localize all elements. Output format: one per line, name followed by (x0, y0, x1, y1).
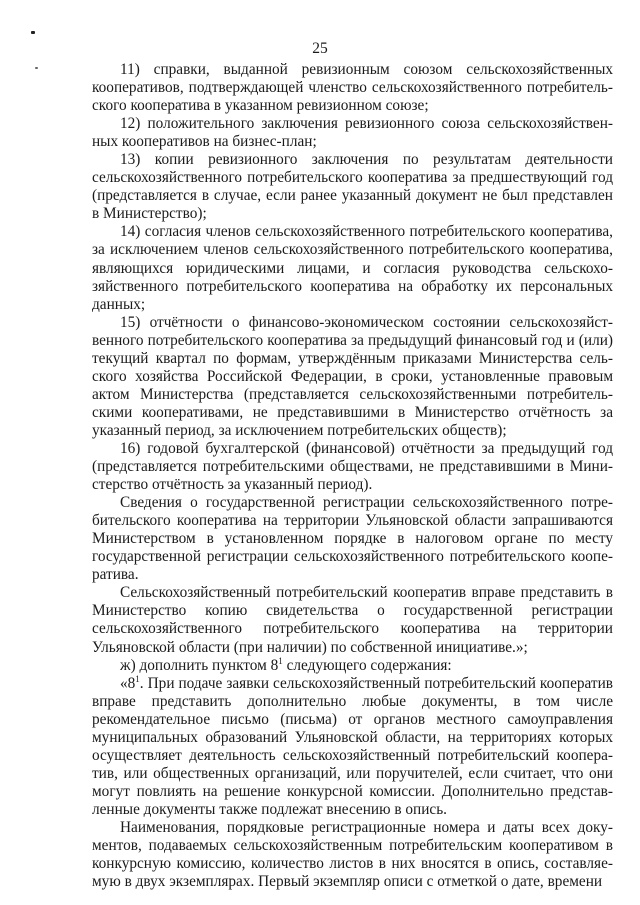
add-point-text: ж) дополнить пунктом 8 (120, 656, 279, 674)
scan-mark (31, 31, 35, 34)
add-point-paragraph (92, 657, 613, 675)
list-item-12: 12) положительного заключения ревизионного союза сельскохозяйственных кооперативов на бизнес-план; (92, 115, 613, 151)
superscript: 1 (278, 655, 283, 666)
point-text: . При подаче заявки сельскохозяйственный потребительский кооператив вправе представить дополнительно любые документы, в том числе рекомендательное письмо (письма) от органов местного самоуправления муниципальных образований Ульяновской области, на территориях которых осуществляет деятельность сельскохозяйственный потребительский кооператив, или общественных организаций, или поручителей, если считает, что они могут повлиять на решение конкурсной комиссии. Дополнительно представленные документы также подлежат внесению в опись. (92, 674, 613, 818)
superscript: 1 (135, 673, 140, 684)
document-body (92, 61, 613, 891)
list-item-11: 11) справки, выданной ревизионным союзом сельскохозяйственных кооперативов, подтверждающей членство сельскохозяйственного потребительского кооператива в указанном ревизионном союзе; (92, 61, 613, 115)
page-number: 25 (312, 40, 328, 57)
add-point-text-tail: следующего содержания: (282, 656, 452, 674)
registration-paragraph: Сведения о государственной регистрации сельскохозяйственного потребительского кооператива на территории Ульяновской области запрашиваются Министерством в установленном порядке в налоговом органе по месту государственной регистрации сельскохозяйственного потребительского кооператива. (92, 494, 613, 584)
list-item-16: 16) годовой бухгалтерской (финансовой) отчётности за предыдущий год (представляется потребительскими обществами, не представившими в Министерство отчётность за указанный период). (92, 439, 613, 494)
names-paragraph: Наименования, порядковые регистрационные номера и даты всех документов, подаваемых сельскохозяйственным потребительским кооперативом в конкурсную комиссию, количество листов в них вносятся в опись, составляемую в двух экземплярах. Первый экземпляр описи с отметкой о дате, времени (92, 818, 613, 891)
copy-certificate-paragraph: Сельскохозяйственный потребительский кооператив вправе представить в Министерство копию свидетельства о государственной регистрации сельскохозяйственного потребительского кооператива на территории Ульяновской области (при наличии) по собственной инициативе.»; (92, 584, 613, 656)
scan-mark (35, 67, 38, 69)
point-number: «8 (120, 674, 136, 692)
list-item-15: 15) отчётности о финансово-экономическом состоянии сельскохозяйственного потребительского кооператива за предыдущий финансовый год и (или) текущий квартал по формам, утверждённым приказами Министерства сельского хозяйства Российской Федерации, в сроки, установленные правовым актом Министерства (представляется сельскохозяйственными потребительскими кооперативами, не представившими в Министерство отчётность за указанный период, за исключением потребительских обществ); (92, 313, 613, 439)
list-item-13: 13) копии ревизионного заключения по результатам деятельности сельскохозяйственного потребительского кооператива за предшествующий год (представляется в случае, если ранее указанный документ не был представлен в Министерство); (92, 151, 613, 223)
list-item-14: 14) согласия членов сельскохозяйственного потребительского кооператива, за исключением членов сельскохозяйственного потребительского кооператива, являющихся юридическими лицами, и согласия руководства сельскохозяйственного потребительского кооператива на обработку их персональных данных; (92, 223, 613, 313)
point-8-1-paragraph (92, 675, 613, 819)
